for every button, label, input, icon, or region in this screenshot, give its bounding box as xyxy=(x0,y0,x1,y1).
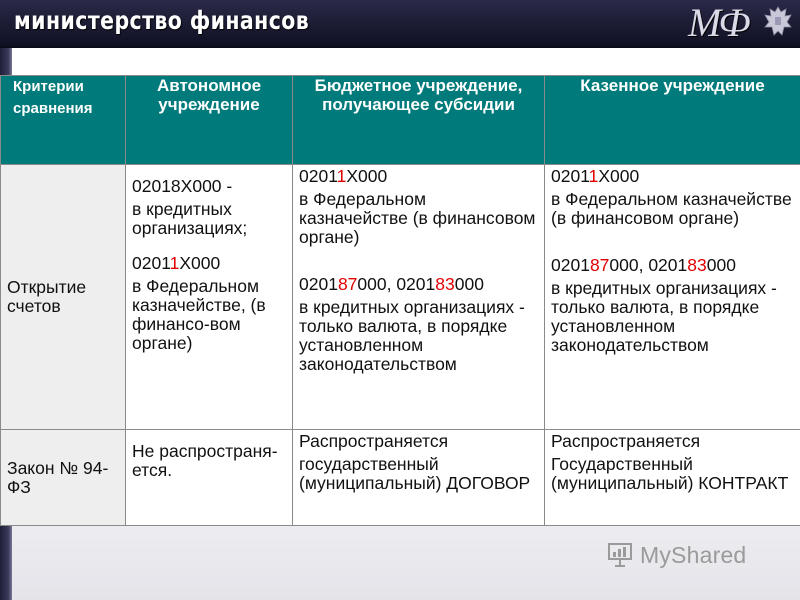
code-highlight: 87 xyxy=(589,255,610,275)
law-applicability: Распространяется xyxy=(551,431,701,451)
cell-autonomous-law xyxy=(126,430,293,526)
code-part: 0201 xyxy=(551,255,590,275)
code-part: 000 xyxy=(706,255,736,275)
code-highlight: 1 xyxy=(169,253,180,273)
table-header-row xyxy=(1,76,800,165)
cell-treasury-accounts xyxy=(545,165,800,430)
ministry-logo: МФ xyxy=(688,0,749,45)
code-part: Х000 - xyxy=(180,176,233,196)
code-part: 0201 xyxy=(132,253,170,273)
code-highlight: 1 xyxy=(336,166,347,186)
code-highlight: 87 xyxy=(337,274,358,294)
watermark-text: MyShared xyxy=(640,542,747,568)
code-line xyxy=(132,254,286,273)
row-label-accounts: Открытие счетов xyxy=(1,165,126,430)
myshared-watermark xyxy=(606,538,776,572)
ministry-title: министерство финансов xyxy=(14,6,310,35)
code-highlight: 1 xyxy=(588,166,599,186)
comparison-table xyxy=(0,75,800,526)
code-description: в кредитных организациях - только валюта, в порядке установленном законодательством xyxy=(551,278,777,355)
code-highlight: 83 xyxy=(435,274,455,294)
code-highlight: 83 xyxy=(687,255,707,275)
code-line xyxy=(551,256,794,275)
code-part: Х000 xyxy=(346,166,388,186)
cell-autonomous-accounts xyxy=(126,165,293,430)
code-description: в Федеральном казначействе (в финансовом органе) xyxy=(551,189,792,228)
column-header-treasury: Казенное учреждение xyxy=(545,76,800,165)
top-banner xyxy=(0,0,800,48)
code-line xyxy=(551,167,794,186)
code-part: 0201 xyxy=(299,166,337,186)
law-contract-type: государственный (муниципальный) ДОГОВОР xyxy=(299,454,531,493)
code-description: в кредитных организациях; xyxy=(132,199,248,238)
table-row-accounts xyxy=(1,165,800,430)
law-applicability: Распространяется xyxy=(299,431,449,451)
code-part: 000 xyxy=(454,274,484,294)
code-line xyxy=(132,177,286,196)
code-description: в Федеральном казначействе, (в финансо-вом органе) xyxy=(132,276,266,353)
cell-treasury-law xyxy=(545,430,800,526)
code-part: Х000 xyxy=(598,166,640,186)
code-description: в Федеральном казначействе (в финансовом органе) xyxy=(299,189,536,247)
presentation-board-icon xyxy=(606,541,634,569)
column-header-budget: Бюджетное учреждение, получающее субсидии xyxy=(293,76,545,165)
code-part: 02018 xyxy=(132,176,181,196)
cell-budget-law xyxy=(293,430,545,526)
row-label-law: Закон № 94-ФЗ xyxy=(1,430,126,526)
code-part: Х000 xyxy=(179,253,221,273)
table-row-law xyxy=(1,430,800,526)
eagle-emblem-icon xyxy=(762,4,794,40)
law-applicability: Не распространя-ется. xyxy=(132,441,278,480)
column-header-criteria: Критерии сравнения xyxy=(1,76,126,165)
column-header-autonomous: Автономное учреждение xyxy=(126,76,293,165)
cell-budget-accounts xyxy=(293,165,545,430)
code-line xyxy=(299,167,538,186)
code-line xyxy=(299,275,538,294)
code-part: 0201 xyxy=(551,166,589,186)
code-part: 0201 xyxy=(299,274,338,294)
code-part: 000, 0201 xyxy=(609,255,688,275)
law-contract-type: Государственный (муниципальный) КОНТРАКТ xyxy=(551,454,789,493)
code-part: 000, 0201 xyxy=(357,274,436,294)
code-description: в кредитных организациях - только валюта, в порядке установленном законодательством xyxy=(299,297,525,374)
